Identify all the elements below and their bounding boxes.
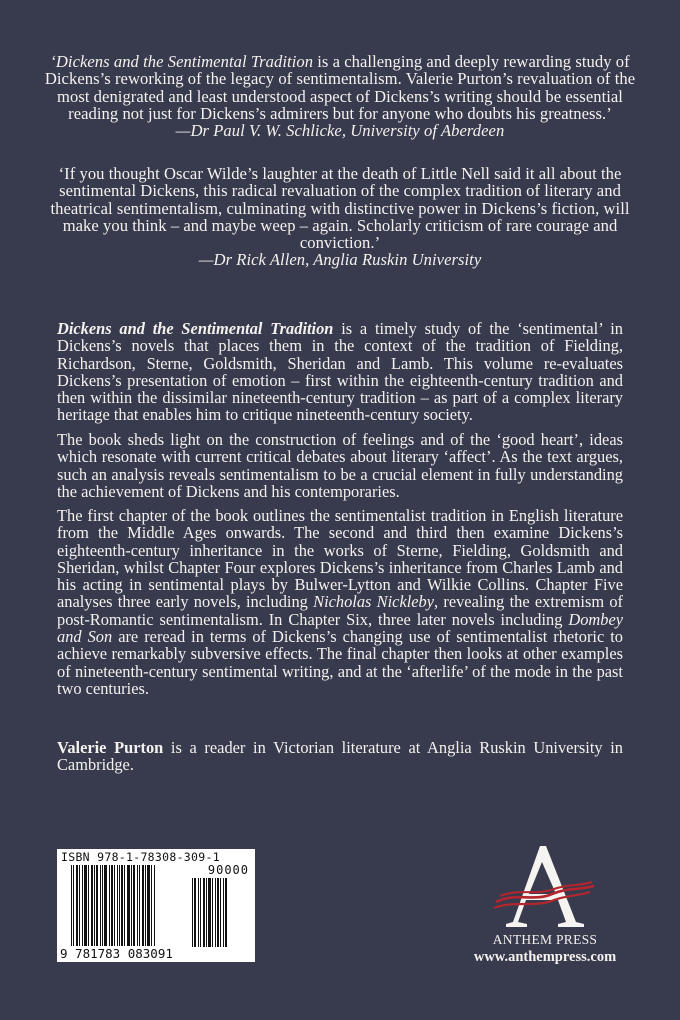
endorsement-schlicke [40, 53, 640, 139]
publisher-url: www.anthempress.com [473, 949, 617, 965]
author-bio-text: is a reader in Victorian literature at Anglia Ruskin University in Cambridge. [57, 738, 623, 775]
publisher-name: ANTHEM PRESS [492, 932, 598, 947]
paragraph-body: are reread in terms of Dickens’s changing use of sentimentalist rhetoric to achieve remarkably subversive effects. The final chapter then looks at other examples of nineteenth-century sentimental writing, and at the ‘afterlife’ of the mode in the past two centuries. [57, 627, 623, 698]
paragraph-body: , revealing the extremism of post-Romantic sentimentalism. In Chapter Six, three later novels including [57, 592, 623, 629]
author-name: Valerie Purton [57, 738, 164, 757]
isbn-barcode [57, 849, 255, 962]
description-paragraph-1 [57, 320, 623, 424]
paragraph-body: is a timely study of the ‘sentimental’ in Dickens’s novels that places them in the context of the tradition of Fielding, Richardson, Sterne, Goldsmith, Sheridan and Lamb. This volume re-evaluates Dickens’s presentation of emotion – first within the eighteenth-century tradition and then within the dissimilar nineteenth-century tradition – as part of a complex literary heritage that enables him to critique nineteenth-century society. [57, 319, 623, 425]
isbn-digits: 9 781783 083091 [60, 946, 173, 961]
description-paragraph-3 [57, 507, 623, 697]
price-code: 90000 [207, 863, 249, 877]
isbn-label: ISBN 978-1-78308-309-1 [61, 850, 220, 864]
title-nicholas-nickleby: Nicholas Nickleby [313, 592, 435, 612]
endorsement-attribution: —Dr Paul V. W. Schlicke, University of Aberdeen [175, 121, 505, 141]
book-title-italic: ‘Dickens and the Sentimental Tradition [50, 52, 314, 71]
paragraph-body: The first chapter of the book outlines the sentimentalist tradition in English literature from the Middle Ages onwards. The second and third then examine Dickens’s eighteenth-century inheritance in the works of Sterne, Fielding, Goldsmith and Sheridan, whilst Chapter Four explores Dickens’s inheritance from Charles Lamb and his acting in sentimental plays by Bulwer-Lytton and Wilkie Collins. Chapter Five analyses three early novels, including [57, 506, 623, 612]
description-paragraph-2: The book sheds light on the construction of feelings and of the ‘good heart’, ideas which resonate with current critical debates about literary ‘affect’. As the text argues, such an analysis reveals sentimentalism to be a crucial element in fully understanding the achievement of Dickens and his contemporaries. [57, 430, 623, 501]
endorsement-text: ‘If you thought Oscar Wilde’s laughter at the death of Little Nell said it all about the sentimental Dickens, this radical revaluation of the complex tradition of literary and theatrical sentimentalism, culminating with distinctive power in Dickens’s fiction, will make you think – and maybe weep – again. Scholarly criticism of rare courage and conviction.’ [50, 164, 630, 253]
barcode-bars-icon [71, 865, 183, 947]
endorsement-body: is a challenging and deeply rewarding study of Dickens’s reworking of the legacy of sentimentalism. Valerie Purton’s revaluation of the most denigrated and least understood aspect of Dickens’s writing should be essential reading not just for Dickens’s admirers but for anyone who doubts his greatness.’ [44, 52, 636, 123]
publisher-logo [470, 844, 620, 974]
author-bio [57, 739, 623, 774]
anthem-a-logo-icon [490, 844, 600, 928]
title-dombey-and-son: Dombey and Son [57, 609, 623, 647]
endorsement-text [40, 53, 640, 122]
book-title-italic: Dickens and the Sentimental Tradition [57, 319, 334, 338]
endorsement-allen [40, 165, 640, 269]
barcode-addon-bars-icon [192, 878, 250, 947]
endorsement-attribution: —Dr Rick Allen, Anglia Ruskin University [198, 250, 482, 270]
